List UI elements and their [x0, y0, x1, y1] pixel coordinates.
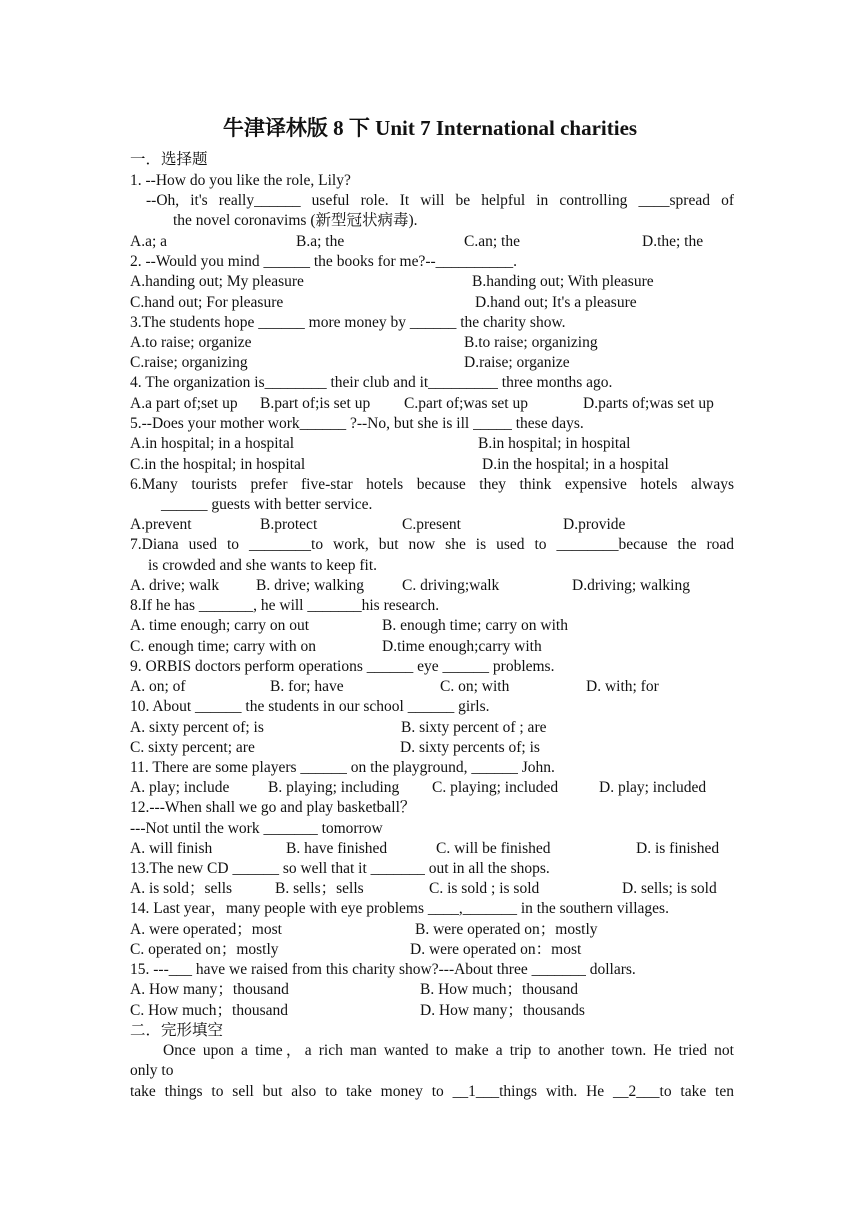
- question-7-option-c: C. driving;walk: [402, 577, 500, 594]
- question-11-option-d: D. play; included: [599, 779, 707, 796]
- question-4-option-c: C.part of;was set up: [404, 395, 528, 412]
- question-9-option-a: A. on; of: [130, 678, 186, 695]
- question-7-stem: 7.Diana used to ________to work, but now she is used to ________because the road: [130, 536, 734, 553]
- question-13-option-d: D. sells; is sold: [622, 880, 717, 897]
- question-4-option-a: A.a part of;set up: [130, 395, 238, 412]
- question-14-stem: 14. Last year，many people with eye problems ____,_______ in the southern villages.: [130, 900, 669, 917]
- question-4-stem: 4. The organization is________ their club and it_________ three months ago.: [130, 374, 613, 391]
- question-11-option-a: A. play; include: [130, 779, 230, 796]
- question-14-option-d: D. were operated on：most: [410, 941, 582, 958]
- question-12-option-a: A. will finish: [130, 840, 213, 857]
- question-1-option-b: B.a; the: [296, 233, 345, 250]
- question-6-option-a: A.prevent: [130, 516, 192, 533]
- question-3-option-a: A.to raise; organize: [130, 334, 252, 351]
- question-8-option-b: B. enough time; carry on with: [382, 617, 568, 634]
- question-13-option-b: B. sells；sells: [275, 880, 364, 897]
- question-15-stem: 15. ---___ have we raised from this charity show?---About three _______ dollars.: [130, 961, 636, 978]
- question-1-stem: 1. --How do you like the role, Lily?: [130, 172, 351, 189]
- question-7-option-a: A. drive; walk: [130, 577, 220, 594]
- question-11-option-b: B. playing; including: [268, 779, 400, 796]
- question-15-option-d: D. How many；thousands: [420, 1002, 585, 1019]
- question-2-option-b: B.handing out; With pleasure: [472, 273, 654, 290]
- question-6-line-2: ______ guests with better service.: [161, 496, 373, 513]
- question-10-option-a: A. sixty percent of; is: [130, 719, 264, 736]
- question-10-option-c: C. sixty percent; are: [130, 739, 255, 756]
- question-5-option-a: A.in hospital; in a hospital: [130, 435, 295, 452]
- passage-line-1: Once upon a time，a rich man wanted to make a trip to another town. He tried not: [163, 1042, 734, 1059]
- question-12-stem: 12.---When shall we go and play basketball？: [130, 799, 416, 816]
- question-3-option-d: D.raise; organize: [464, 354, 570, 371]
- question-15-option-b: B. How much；thousand: [420, 981, 579, 998]
- question-13-stem: 13.The new CD ______ so well that it _______ out in all the shops.: [130, 860, 550, 877]
- question-14-option-b: B. were operated on；mostly: [415, 921, 598, 938]
- question-13-option-c: C. is sold ; is sold: [429, 880, 540, 897]
- question-9-stem: 9. ORBIS doctors perform operations ______ eye ______ problems.: [130, 658, 555, 675]
- document-title: 牛津译林版 8 下 Unit 7 International charities: [222, 116, 638, 140]
- question-15-option-a: A. How many；thousand: [130, 981, 289, 998]
- question-4-option-d: D.parts of;was set up: [583, 395, 714, 412]
- question-10-stem: 10. About ______ the students in our school ______ girls.: [130, 698, 490, 715]
- question-6-stem: 6.Many tourists prefer five-star hotels because they think expensive hotels always: [130, 476, 734, 493]
- question-10-option-d: D. sixty percents of; is: [400, 739, 540, 756]
- question-8-option-a: A. time enough; carry on out: [130, 617, 310, 634]
- question-10-option-b: B. sixty percent of ; are: [401, 719, 547, 736]
- question-5-option-c: C.in the hospital; in hospital: [130, 456, 306, 473]
- question-1-line-3: the novel coronavims (新型冠状病毒).: [173, 212, 418, 229]
- question-1-option-a: A.a; a: [130, 233, 168, 250]
- question-13-option-a: A. is sold；sells: [130, 880, 233, 897]
- question-4-option-b: B.part of;is set up: [260, 395, 371, 412]
- question-7-option-d: D.driving; walking: [572, 577, 690, 594]
- section-heading-choice: 一．选择题: [130, 151, 208, 168]
- question-11-stem: 11. There are some players ______ on the playground, ______ John.: [130, 759, 555, 776]
- question-8-option-c: C. enough time; carry with on: [130, 638, 316, 655]
- question-9-option-c: C. on; with: [440, 678, 510, 695]
- question-11-option-c: C. playing; included: [432, 779, 559, 796]
- question-12-option-d: D. is finished: [636, 840, 720, 857]
- question-3-option-c: C.raise; organizing: [130, 354, 248, 371]
- question-15-option-c: C. How much；thousand: [130, 1002, 289, 1019]
- question-1-line-2: --Oh, it's really______ useful role. It will be helpful in controlling ____spread of: [146, 192, 734, 209]
- question-3-stem: 3.The students hope ______ more money by ______ the charity show.: [130, 314, 566, 331]
- question-12-line-2: ---Not until the work _______ tomorrow: [130, 820, 383, 837]
- question-2-option-d: D.hand out; It's a pleasure: [475, 294, 637, 311]
- section-heading-cloze: 二．完形填空: [130, 1022, 224, 1039]
- passage-line-3: take things to sell but also to take money to __1___things with. He __2___to take ten: [130, 1083, 734, 1100]
- question-14-option-a: A. were operated；most: [130, 921, 282, 938]
- question-14-option-c: C. operated on；mostly: [130, 941, 279, 958]
- question-1-option-c: C.an; the: [464, 233, 520, 250]
- question-8-option-d: D.time enough;carry with: [382, 638, 542, 655]
- passage-line-2: only to: [130, 1062, 174, 1079]
- question-9-option-b: B. for; have: [270, 678, 344, 695]
- question-6-option-d: D.provide: [563, 516, 626, 533]
- question-2-option-c: C.hand out; For pleasure: [130, 294, 284, 311]
- question-1-option-d: D.the; the: [642, 233, 704, 250]
- question-8-stem: 8.If he has _______, he will _______his research.: [130, 597, 440, 614]
- question-5-option-d: D.in the hospital; in a hospital: [482, 456, 669, 473]
- question-12-option-b: B. have finished: [286, 840, 388, 857]
- question-6-option-b: B.protect: [260, 516, 318, 533]
- question-9-option-d: D. with; for: [586, 678, 659, 695]
- question-2-option-a: A.handing out; My pleasure: [130, 273, 304, 290]
- question-12-option-c: C. will be finished: [436, 840, 551, 857]
- question-7-line-2: is crowded and she wants to keep fit.: [148, 557, 377, 574]
- question-6-option-c: C.present: [402, 516, 461, 533]
- question-2-stem: 2. --Would you mind ______ the books for me?--__________.: [130, 253, 518, 270]
- question-7-option-b: B. drive; walking: [256, 577, 365, 594]
- question-5-option-b: B.in hospital; in hospital: [478, 435, 631, 452]
- question-3-option-b: B.to raise; organizing: [464, 334, 598, 351]
- question-5-stem: 5.--Does your mother work______ ?--No, but she is ill _____ these days.: [130, 415, 584, 432]
